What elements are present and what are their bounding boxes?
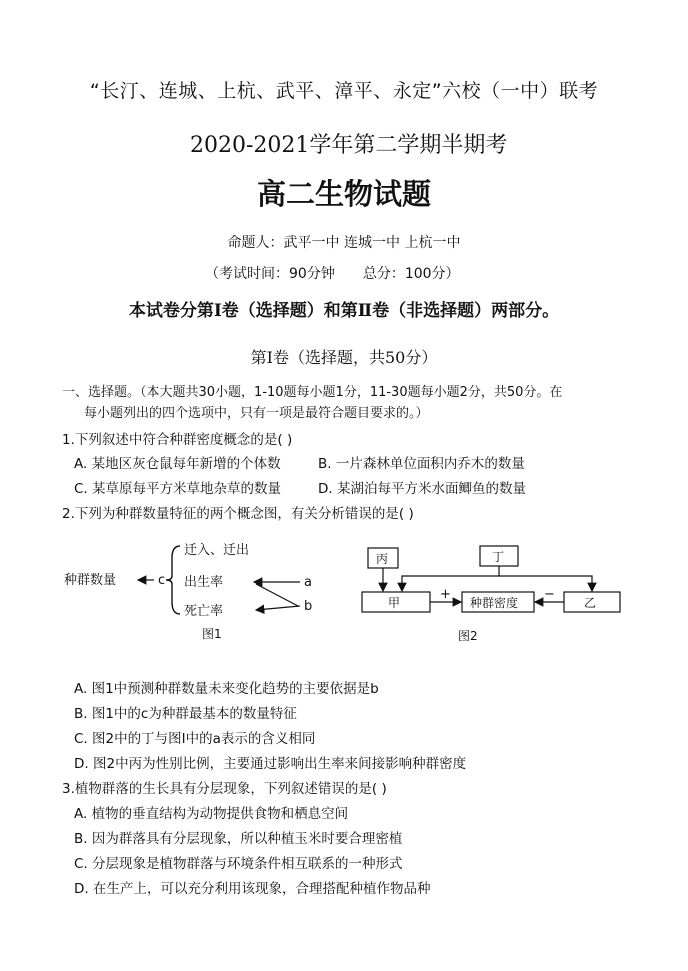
- question-2-option-b: B. 图1中的c为种群最基本的数量特征: [74, 706, 297, 722]
- fig1-item-death: 死亡率: [184, 604, 224, 619]
- question-3-option-b: B. 因为群落具有分层现象，所以种植玉米时要合理密植: [74, 831, 403, 847]
- fig2-bing: 丙: [376, 552, 389, 566]
- fig2-yi: 乙: [584, 596, 597, 610]
- question-3-stem: 3.植物群落的生长具有分层现象，下列叙述错误的是( ): [62, 781, 387, 797]
- question-2-stem: 2.下列为种群数量特征的两个概念图，有关分析错误的是( ): [62, 506, 414, 522]
- fig2-jia: 甲: [388, 596, 401, 610]
- figure-1: [64, 542, 312, 641]
- question-1-option-a: A. 某地区灰仓鼠每年新增的个体数: [74, 456, 281, 472]
- fig2-minus: −: [544, 587, 555, 602]
- exam-time-line: [205, 263, 460, 283]
- figure-2: [362, 546, 620, 643]
- page-title: 高二生物试题: [256, 177, 431, 211]
- section-instructions: [62, 382, 632, 424]
- part1-heading: 第Ⅰ卷（选择题，共50分）: [250, 348, 438, 367]
- joint-exam-header: “长汀、连城、上杭、武平、漳平、永定”六校（一中）联考: [89, 80, 599, 102]
- fig1-left-label: 种群数量: [64, 573, 117, 588]
- question-3-option-d: D. 在生产上，可以充分利用该现象，合理搭配种植作物品种: [74, 881, 431, 897]
- term-title: 2020-2021学年第二学期半期考: [190, 133, 508, 158]
- fig1-c-label: c: [158, 573, 166, 588]
- fig2-plus: +: [440, 587, 451, 602]
- section-line-2: 每小题列出的四个选项中，只有一项是最符合题目要求的。）: [84, 406, 429, 421]
- exam-intro: 本试卷分第Ⅰ卷（选择题）和第Ⅱ卷（非选择题）两部分。: [128, 301, 560, 321]
- fig1-caption: 图1: [202, 627, 222, 641]
- question-1-option-b: B. 一片森林单位面积内乔木的数量: [318, 456, 525, 472]
- fig1-line-b: [256, 584, 298, 606]
- question-3-option-c: C. 分层现象是植物群落与环境条件相互联系的一种形式: [74, 856, 403, 872]
- fig1-arrow-b: [256, 606, 300, 610]
- section-line-1: 一、选择题。（本大题共30小题，1-10题每小题1分，11-30题每小题2分，共50分。在: [62, 385, 563, 400]
- fig1-item-migration: 迁入、迁出: [184, 543, 250, 558]
- question-2-option-c: C. 图2中的丁与图Ⅰ中的a表示的含义相同: [74, 731, 316, 747]
- fig1-a-label: a: [304, 575, 312, 590]
- question-1-option-d: D. 某湖泊每平方米水面鲫鱼的数量: [318, 481, 526, 497]
- figures: [62, 540, 622, 650]
- question-1-stem: 1.下列叙述中符合种群密度概念的是( ): [62, 432, 293, 448]
- total-score: 总分：100分）: [362, 266, 460, 282]
- exam-time: （考试时间：90分钟: [205, 266, 335, 282]
- fig2-caption: 图2: [458, 629, 478, 643]
- fig1-brace: [166, 546, 180, 614]
- question-2-option-d: D. 图2中丙为性别比例，主要通过影响出生率来间接影响种群密度: [74, 756, 467, 772]
- fig1-item-birth: 出生率: [184, 575, 224, 590]
- fig1-b-label: b: [304, 599, 313, 614]
- question-1-option-c: C. 某草原每平方米草地杂草的数量: [74, 481, 282, 497]
- fig2-density: 种群密度: [470, 596, 519, 610]
- authors-line: 命题人：武平一中 连城一中 上杭一中: [227, 235, 461, 251]
- fig2-ding: 丁: [492, 550, 505, 564]
- question-2-option-a: A. 图1中预测种群数量未来变化趋势的主要依据是b: [74, 681, 379, 697]
- question-3-option-a: A. 植物的垂直结构为动物提供食物和栖息空间: [74, 806, 349, 822]
